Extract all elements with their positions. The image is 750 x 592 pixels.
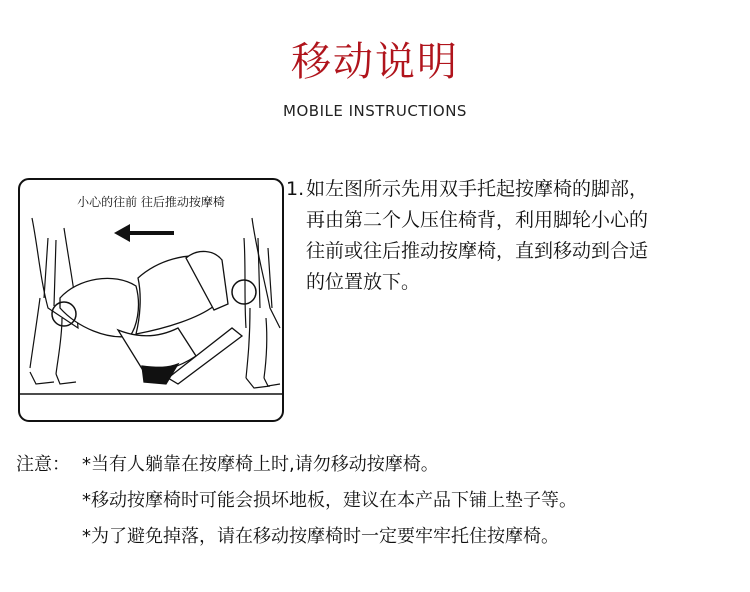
step-line: 如左图所示先用双手托起按摩椅的脚部， (306, 178, 649, 200)
note-item: *移动按摩椅时可能会损坏地板，建议在本产品下铺上垫子等。 (82, 490, 577, 511)
note-item: *为了避免掉落，请在移动按摩椅时一定要牢牢托住按摩椅。 (82, 526, 559, 547)
step-line: 再由第二个人压住椅背，利用脚轮小心的 (306, 209, 649, 231)
moving-illustration (18, 178, 284, 422)
page-title: 移动说明 (291, 39, 459, 85)
note-item: *当有人躺靠在按摩椅上时,请勿移动按摩椅。 (82, 454, 439, 475)
step-line: 往前或往后推动按摩椅，直到移动到合适 (306, 240, 649, 262)
figure-caption: 小心的往前 往后推动按摩椅 (77, 195, 225, 209)
illustration-drawing (18, 178, 284, 422)
step-line: 的位置放下。 (306, 271, 421, 293)
step-number: 1. (286, 178, 305, 200)
page-subtitle: MOBILE INSTRUCTIONS (283, 102, 467, 120)
notes-label: 注意： (16, 454, 70, 475)
